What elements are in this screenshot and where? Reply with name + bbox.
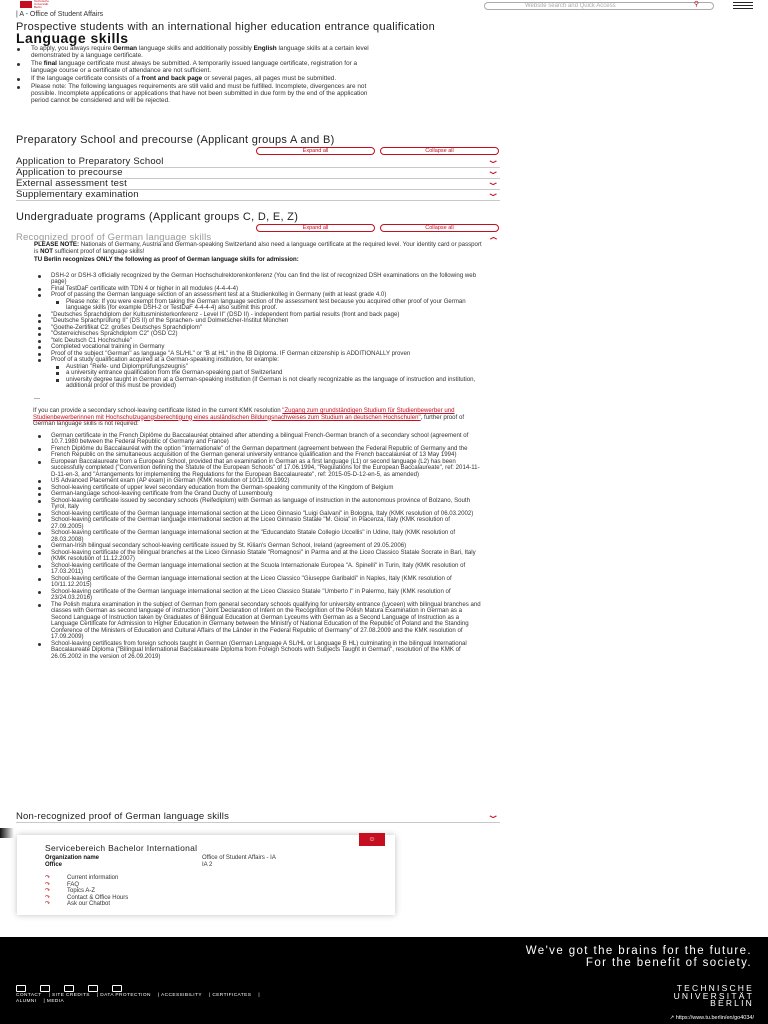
- expand-all-button[interactable]: Expand all: [256, 147, 375, 155]
- footer-slogan: We've got the brains for the future. For the benefit of society.: [525, 945, 752, 969]
- list-item: School-leaving certificate issued by secondary schools (Reifediplom) with German as language of instruction in the autonomous province of Bolzano, South Tyrol, Italy: [34, 498, 482, 511]
- list-item: Austrian "Reife- und Diplomprüfungszeugnis": [56, 364, 482, 371]
- contact-link-chatbot[interactable]: ↷ Ask our Chatbot: [45, 901, 111, 907]
- footer-link-contact[interactable]: CONTACT: [16, 993, 42, 998]
- link-arrow-icon: ↷: [45, 875, 51, 881]
- expand-all-button[interactable]: Expand all: [256, 224, 375, 232]
- link-icon: ↗: [669, 1015, 676, 1021]
- chevron-down-icon: ⌄: [485, 166, 502, 177]
- secondary-intro: If you can provide a secondary school-leaving certificate listed in the current KMK resolution "Zugang zum grundständigen Studium für Studienbewerber und Studienbewerberinnen mit Hochschulzugangsberechtigung eines ausländischen Bildungsnachweises zum Studium an deutschen Hochschulen", further proof of German language skills is not required:: [33, 407, 465, 427]
- linkedin-icon[interactable]: [112, 985, 122, 992]
- collapse-all-button[interactable]: Collapse all: [380, 224, 499, 232]
- search-input[interactable]: [484, 2, 714, 10]
- accordion-label: Non-recognized proof of German language skills: [16, 811, 230, 822]
- link-arrow-icon: ↷: [45, 901, 51, 907]
- list-item: "Goethe-Zertifikat C2: großes Deutsches Sprachdiplom": [34, 325, 482, 332]
- chevron-down-icon: ⌄: [485, 188, 502, 199]
- list-item: Proof of passing the German language section of an assessment test at a Studienkolleg in Germany (with at least grade 4.0): [34, 292, 482, 299]
- secondary-list: [34, 433, 482, 661]
- link-arrow-icon: ↷: [45, 881, 51, 888]
- breadcrumb[interactable]: | A - Office of Student Affairs: [16, 11, 104, 18]
- accordion-label: Application to precourse: [16, 167, 123, 178]
- contact-heading: Servicebereich Bachelor International: [45, 843, 198, 853]
- recognized-proof-content: [34, 242, 482, 660]
- section-heading-preparatory: Preparatory School and precourse (Applicant groups A and B): [16, 134, 335, 146]
- footer-link-data-protection[interactable]: DATA PROTECTION: [100, 993, 151, 998]
- chevron-down-icon: ⌄: [485, 155, 502, 166]
- search-placeholder: Website search and Quick Access: [525, 3, 616, 9]
- facebook-icon[interactable]: [16, 985, 26, 992]
- accordion-label: Recognized proof of German language skills: [16, 232, 212, 243]
- list-item: "Deutsches Sprachdiplom der Kultusministerkonferenz - Level II" (DSD II) - independent from partial results (front and back page): [34, 312, 482, 319]
- contact-link-topics[interactable]: ↷ Topics A-Z: [45, 888, 96, 894]
- list-item: DSH-2 or DSH-3 officially recognized by the German Hochschulrektorenkonferenz (You can find the list of recognized DSH examinations on the following web page): [34, 273, 482, 286]
- recognizes-heading: TU Berlin recognizes ONLY the following as proof of German language skills for admission:: [34, 256, 299, 263]
- list-item: French Diplôme du Baccalauréat with the option "internationale" of the German department (agreement between the Federal Republic of Germany and the French Republic on the simultaneous acquisition of the German general university entrance qualification and the French baccalauréat of 13 May 1994): [34, 446, 482, 459]
- logo-mark-icon: [20, 1, 32, 8]
- list-item: "Deutsche Sprachprüfung II" (DS II) of the Sprachen- und Dolmetscher-Institut München: [34, 318, 482, 325]
- list-item: "Österreichisches Sprachdiplom C2" (ÖSD C2): [34, 331, 482, 338]
- kmk-resolution-link[interactable]: "Zugang zum grundständigen Studium für Studienbewerber und Studienbewerberinnen mit Hochschulzugangsberechtigung eines ausländischen Bildungsnachweises zum Studium an deutschen Hochschulen": [33, 407, 455, 421]
- footer-link-certificates[interactable]: CERTIFICATES: [212, 993, 252, 998]
- accordion-non-recognized-proof[interactable]: [16, 812, 500, 823]
- collapse-all-button[interactable]: Collapse all: [380, 147, 499, 155]
- accordion-supplementary-exam[interactable]: [16, 190, 500, 201]
- site-header: [0, 0, 768, 10]
- link-arrow-icon: ↷: [45, 894, 51, 901]
- footer-link-media[interactable]: MEDIA: [46, 999, 65, 1004]
- accordion-label: Application to Preparatory School: [16, 156, 164, 167]
- language-bullet-list: [14, 45, 384, 105]
- list-item: European Baccalaureate from a European School, provided that an examination in German as a first language (L1) or second language (L2) has been successfully completed ("Convention defining the Statute of the European Schools" of 17.06.1994, "Regulations for the European Baccalaureate", ref: 2014-11-D-11-en-3, and "Arrangements for implementing the Regulations for the European Baccalaureate", ref: 2015-05-D-12-en-5, as amended): [34, 459, 482, 479]
- contact-link-current-info[interactable]: ↷ Current information: [45, 875, 119, 881]
- contact-person-icon: ☺: [359, 833, 385, 846]
- page-url[interactable]: ↗ https://www.tu.berlin/en/go4034/: [669, 1015, 754, 1021]
- contact-link-office-hours[interactable]: ↷ Contact & Office Hours: [45, 894, 129, 901]
- footer-links: CONTACT | SITE CREDITS | DATA PROTECTION | ACCESSIBILITY | CERTIFICATES | ALUMNI | MEDIA: [16, 993, 260, 1004]
- list-item: "telc Deutsch C1 Hochschule": [34, 338, 482, 345]
- accordion-label: Supplementary examination: [16, 189, 139, 200]
- chevron-down-icon: ⌄: [485, 177, 502, 188]
- list-item: Proof of the subject "German" as language "A SL/HL" or "B at HL" in the IB Diploma. IF German citizenship is ADDITIONALLY proven: [34, 351, 482, 358]
- list-item: German-Irish bilingual secondary school-leaving certificate issued by St. Kilian's German School, Ireland (agreement of 29.05.2006): [34, 543, 482, 550]
- link-arrow-icon: ↷: [45, 888, 51, 894]
- list-item: School-leaving certificate of the German language international section at the Liceo Ginnasio Statale "M. Gioia" in Piacenza, Italy (KMK resolution of 27.09.2005): [34, 517, 482, 530]
- footer-link-alumni[interactable]: ALUMNI: [16, 999, 37, 1004]
- twitter-icon[interactable]: [40, 985, 50, 992]
- list-item: university degree taught in German at a German-speaking institution (if German is not clearly recognizable as the language of instruction and institution, additional proof of this must be provided): [56, 377, 482, 390]
- list-item: If the language certificate consists of a front and back page or several pages, all pages must be submitted.: [14, 75, 384, 82]
- org-value: Office of Student Affairs - IA IA 2: [202, 855, 276, 868]
- list-item: German-language school-leaving certificate from the Grand Duchy of Luxembourg: [34, 491, 482, 498]
- logo-text: Technische Universität Berlin: [34, 0, 50, 9]
- section-heading-undergraduate: Undergraduate programs (Applicant groups C, D, E, Z): [16, 211, 299, 223]
- list-item: The final language certificate must always be submitted. A temporarily issued language certificate, registration for a language course or a certificate of attendance are not sufficient.: [14, 60, 384, 74]
- list-item: The Polish matura examination in the subject of German from general secondary schools qualifying for university entrance (Lyceen) with bilingual branches and classes with German as second language of instruction ("Joint Declaration of Intent on the Recognition of the Polish Matura Examination in German as a Second Language of Instruction taken by Graduates of Bilingual Education at German Lyceums with German as a Second Language of Instruction as a Language Certificate for Admission to Higher Education in Germany between the Ministry of National Education of the Republic of Poland and the Standing Conference of the Ministers of Education and Cultural Affairs of the Länder in the Federal Republic of Germany" of 27.08.2009 and the KMK resolution of 17.09.2009): [34, 602, 482, 641]
- proof-sublist: [56, 364, 482, 390]
- accordion-label: External assessment test: [16, 178, 127, 189]
- contact-link-faq[interactable]: ↷ FAQ: [45, 881, 80, 888]
- instagram-icon[interactable]: [88, 985, 98, 992]
- footer-link-accessibility[interactable]: ACCESSIBILITY: [161, 993, 202, 998]
- list-item: School-leaving certificate of upper level secondary education from the German-speaking community of the Kingdom of Belgium: [34, 485, 482, 492]
- list-item: Please note: The following languages requirements are still valid and must be fulfilled. Incomplete, divergences are not possible. Incomplete applications or applications that have not been submitted in due form by the end of the application period cannot be considered and will be rejected.: [14, 83, 384, 104]
- list-item: Proof of a study qualification acquired at a German-speaking institution, for example:: [34, 357, 482, 364]
- menu-icon[interactable]: [733, 2, 753, 9]
- list-item: School-leaving certificate of the German language international section at the Scuola Internazionale Europea "A. Spinelli" in Turin, Italy (KMK resolution of 17.03.2011): [34, 563, 482, 576]
- list-item: School-leaving certificate of the German language international section at the Liceo Classico Statale "Umberto I" in Palermo, Italy (KMK resolution of 23/24.03.2016): [34, 589, 482, 602]
- footer-brand: TECHNISCHE UNIVERSITÄT BERLIN: [673, 983, 754, 1008]
- proof-list: [34, 273, 482, 299]
- page-subtitle: Language skills: [16, 30, 129, 46]
- chevron-up-icon: ⌄: [485, 234, 502, 245]
- list-item: School-leaving certificates from foreign schools taught in German (German Language A SL/HL or Language B HL) culminating in the bilingual International Baccalaureate Diploma ("Bilingual International Baccalaureate Diploma from Foreign Schools with Subjects Taught in German", resolution of the KMK of 26.05.2002 in the version of 26.09.2019): [34, 641, 482, 661]
- footer-link-site-credits[interactable]: SITE CREDITS: [52, 993, 90, 998]
- list-item: School-leaving certificate of the German language international section at the Liceo Ginnasio "Luigi Galvani" in Bologna, Italy (KMK resolution of 06.03.2002): [34, 511, 482, 518]
- contact-card: [17, 835, 395, 915]
- list-item: Completed vocational training in Germany: [34, 344, 482, 351]
- chevron-down-icon: ⌄: [485, 810, 502, 821]
- list-item: a university entrance qualification from the German-speaking part of Switzerland: [56, 370, 482, 377]
- list-item: Please note: If you were exempt from taking the German language section of the assessment test because you acquired other proof of your German language skills (for example DSH-2 or TestDaF 4-4-4-4) also submit this proof.: [56, 299, 482, 312]
- divider-dashes: ---: [34, 394, 41, 402]
- list-item: Final TestDaF certificate with TDN 4 or higher in all modules (4-4-4-4): [34, 286, 482, 293]
- note-paragraph: PLEASE NOTE: Nationals of Germany, Austria and German-speaking Switzerland also need a language certificate at the required level. Your identity card or passport is NOT sufficient proof of language skills!: [34, 241, 482, 255]
- contact-links: [45, 875, 128, 908]
- list-item: School-leaving certificate of the bilingual branches at the Liceo Ginnasio Statale "Romagnosi" in Parma and at the Liceo Classico Statale Socrate in Bari, Italy (KMK resolution of 11.12.2007): [34, 550, 482, 563]
- org-label: Organization name Office: [45, 855, 100, 868]
- list-item: To apply, you always require German language skills and additionally possibly English language skills at a certain level demonstrated by a language certificate.: [14, 45, 384, 59]
- proof-sublist: [56, 299, 482, 312]
- search-icon[interactable]: ⚲: [693, 1, 699, 8]
- page-shadow: [0, 828, 14, 838]
- list-item: US Advanced Placement exam (AP exam) in German (KMK resolution of 10/11.09.1992): [34, 478, 482, 485]
- youtube-icon[interactable]: [64, 985, 74, 992]
- tu-berlin-logo[interactable]: [20, 0, 50, 9]
- site-footer: [0, 937, 768, 1024]
- page-title: Prospective students with an international higher education entrance qualification: [16, 21, 436, 33]
- list-item: School-leaving certificate of the German language international section at the Liceo Classico "Giuseppe Garibaldi" in Naples, Italy (KMK resolution of 10/11.12.2015): [34, 576, 482, 589]
- list-item: German certificate in the French Diplôme du Baccalauréat obtained after attending a bilingual French-German branch of a secondary school (agreement of 10.7.1980 between the Federal Republic of Germany and France): [34, 433, 482, 446]
- list-item: School-leaving certificate of the German language international section at the "Educandato Statale Collegio Uccellis" in Udine, Italy (KMK resolution of 28.03.2008): [34, 530, 482, 543]
- proof-list: [34, 312, 482, 364]
